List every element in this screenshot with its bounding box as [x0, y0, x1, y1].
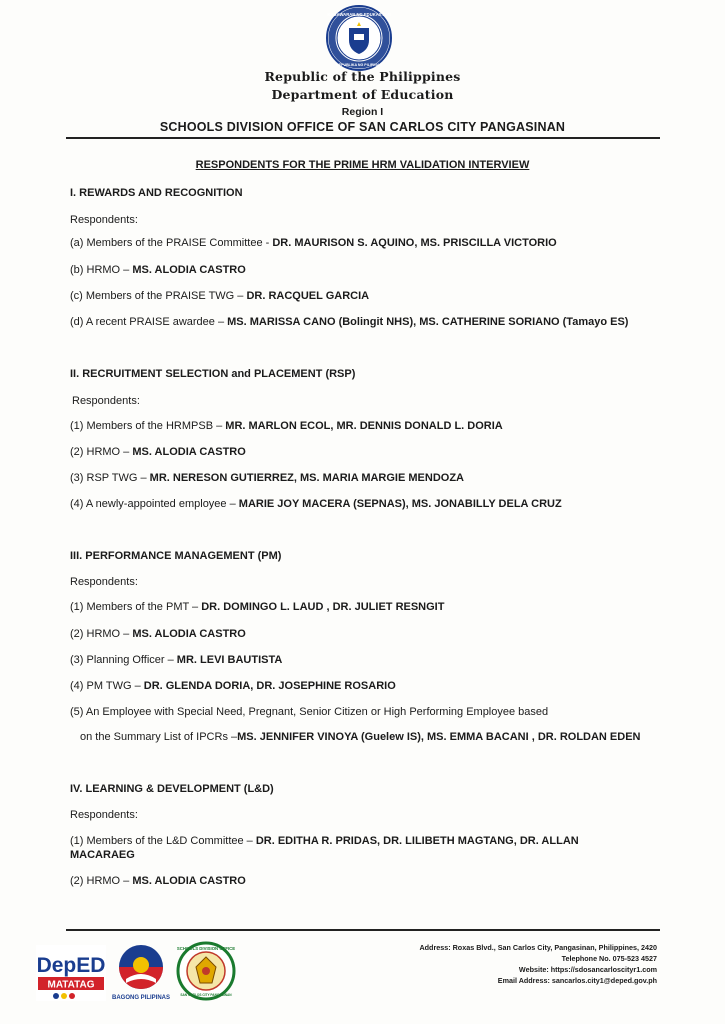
respondent-names: DR. GLENDA DORIA, DR. JOSEPHINE ROSARIO: [143, 680, 396, 692]
header-divider: [66, 137, 660, 139]
header-office: SCHOOLS DIVISION OFFICE OF SAN CARLOS CITY PANGASINAN: [159, 120, 566, 134]
respondent-line: [70, 289, 369, 303]
deped-seal: [325, 4, 393, 72]
respondent-line: [70, 848, 135, 862]
respondents-label-1: Respondents:: [70, 214, 138, 226]
respondent-line: [70, 705, 548, 719]
respondent-names: MARIE JOY MACERA (SEPNAS), MS. JONABILLY DELA CRUZ: [238, 498, 562, 510]
sdo-seal-text: SCHOOLS DIVISION OFFICE: [176, 946, 236, 951]
respondent-names: DR. EDITHA R. PRIDAS, DR. LILIBETH MAGTANG, DR. ALLAN: [255, 835, 579, 847]
matatag-text: MATATAG: [47, 979, 95, 991]
respondent-names: MS. ALODIA CASTRO: [132, 446, 246, 458]
bagong-pilipinas-logo: [112, 943, 170, 1003]
section-heading-3: III. PERFORMANCE MANAGEMENT (PM): [70, 550, 282, 562]
section-heading-2: II. RECRUITMENT SELECTION and PLACEMENT (RSP): [70, 368, 356, 380]
respondent-names: MR. MARLON ECOL, MR. DENNIS DONALD L. DORIA: [225, 420, 503, 432]
respondent-role: (2) HRMO –: [70, 875, 133, 887]
respondent-role: (4) PM TWG –: [70, 680, 144, 692]
respondent-role: (b) HRMO –: [70, 264, 133, 276]
header-republic: Republic of the Philippines: [264, 69, 461, 84]
document-title-text: RESPONDENTS FOR THE PRIME HRM VALIDATION INTERVIEW: [195, 159, 530, 171]
header-region: Region I: [341, 106, 384, 118]
respondent-names: MS. MARISSA CANO (Bolingit NHS), MS. CATHERINE SORIANO (Tamayo ES): [227, 316, 629, 328]
respondent-names: MR. NERESON GUTIERREZ, MS. MARIA MARGIE MENDOZA: [149, 472, 464, 484]
seal-text-bottom: REPUBLIKA NG PILIPINAS: [336, 63, 382, 67]
respondent-line: [70, 834, 579, 848]
sdo-seal: [176, 941, 236, 1001]
section-heading-1: I. REWARDS AND RECOGNITION: [70, 187, 243, 199]
respondent-line: [70, 315, 628, 329]
respondent-names: MS. ALODIA CASTRO: [132, 264, 246, 276]
footer-address: Address: Roxas Blvd., San Carlos City, Pangasinan, Philippines, 2420: [419, 943, 657, 952]
respondent-line: [70, 419, 503, 433]
respondent-line: [70, 236, 557, 250]
respondents-label-3: Respondents:: [70, 576, 138, 588]
seal-text-top: KAGAWARAN NG EDUKASYON: [327, 12, 391, 17]
respondent-line: [70, 263, 246, 277]
respondent-role: (1) Members of the L&D Committee –: [70, 835, 256, 847]
respondent-role: (c) Members of the PRAISE TWG –: [70, 290, 247, 302]
respondent-names: MACARAEG: [70, 849, 135, 861]
header-department: Department of Education: [271, 87, 454, 102]
footer-divider: [66, 929, 660, 931]
footer-telephone: Telephone No. 075-523 4527: [561, 954, 657, 963]
footer-website: Website: https://sdosancarloscityr1.com: [518, 965, 657, 974]
respondent-role: (a) Members of the PRAISE Committee -: [70, 237, 273, 249]
respondents-label-4: Respondents:: [70, 809, 138, 821]
respondent-line: [70, 627, 246, 641]
respondent-line: [70, 653, 282, 667]
section-heading-4: IV. LEARNING & DEVELOPMENT (L&D): [70, 783, 274, 795]
respondent-names: DR. RACQUEL GARCIA: [246, 290, 370, 302]
respondent-role: (2) HRMO –: [70, 446, 133, 458]
respondent-role: (1) Members of the PMT –: [70, 601, 202, 613]
deped-logo-text: DepED: [36, 954, 106, 977]
deped-matatag-logo: [36, 945, 106, 1001]
respondent-names: MS. ALODIA CASTRO: [132, 875, 246, 887]
footer-email: Email Address: sancarlos.city1@deped.gov.ph: [497, 976, 657, 985]
sdo-seal-bottom-text: SAN CARLOS CITY PANGASINAN: [180, 993, 232, 997]
respondent-line: [70, 471, 464, 485]
respondent-line: [70, 497, 562, 511]
respondent-role: on the Summary List of IPCRs –: [80, 731, 238, 743]
respondent-line: [70, 679, 396, 693]
respondent-line: [70, 874, 246, 888]
respondent-names: DR. MAURISON S. AQUINO, MS. PRISCILLA VICTORIO: [272, 237, 557, 249]
respondent-names: MS. ALODIA CASTRO: [132, 628, 246, 640]
bagong-pilipinas-text: BAGONG PILIPINAS: [112, 995, 170, 1001]
respondent-names: MS. JENNIFER VINOYA (Guelew IS), MS. EMMA BACANI , DR. ROLDAN EDEN: [237, 731, 641, 743]
respondent-line: [70, 600, 444, 614]
respondent-role: (2) HRMO –: [70, 628, 133, 640]
respondent-role: (3) Planning Officer –: [70, 654, 177, 666]
respondent-role: (1) Members of the HRMPSB –: [70, 420, 226, 432]
respondent-names: DR. DOMINGO L. LAUD , DR. JULIET RESNGIT: [201, 601, 445, 613]
document-title: [0, 159, 725, 171]
respondent-role: (3) RSP TWG –: [70, 472, 150, 484]
respondent-line: [70, 445, 246, 459]
respondent-line: [80, 730, 641, 744]
respondent-role: (d) A recent PRAISE awardee –: [70, 316, 228, 328]
respondents-label-2: Respondents:: [72, 395, 140, 407]
respondent-role: (5) An Employee with Special Need, Pregnant, Senior Citizen or High Performing Employee based: [70, 706, 549, 718]
respondent-names: MR. LEVI BAUTISTA: [176, 654, 283, 666]
respondent-role: (4) A newly-appointed employee –: [70, 498, 239, 510]
